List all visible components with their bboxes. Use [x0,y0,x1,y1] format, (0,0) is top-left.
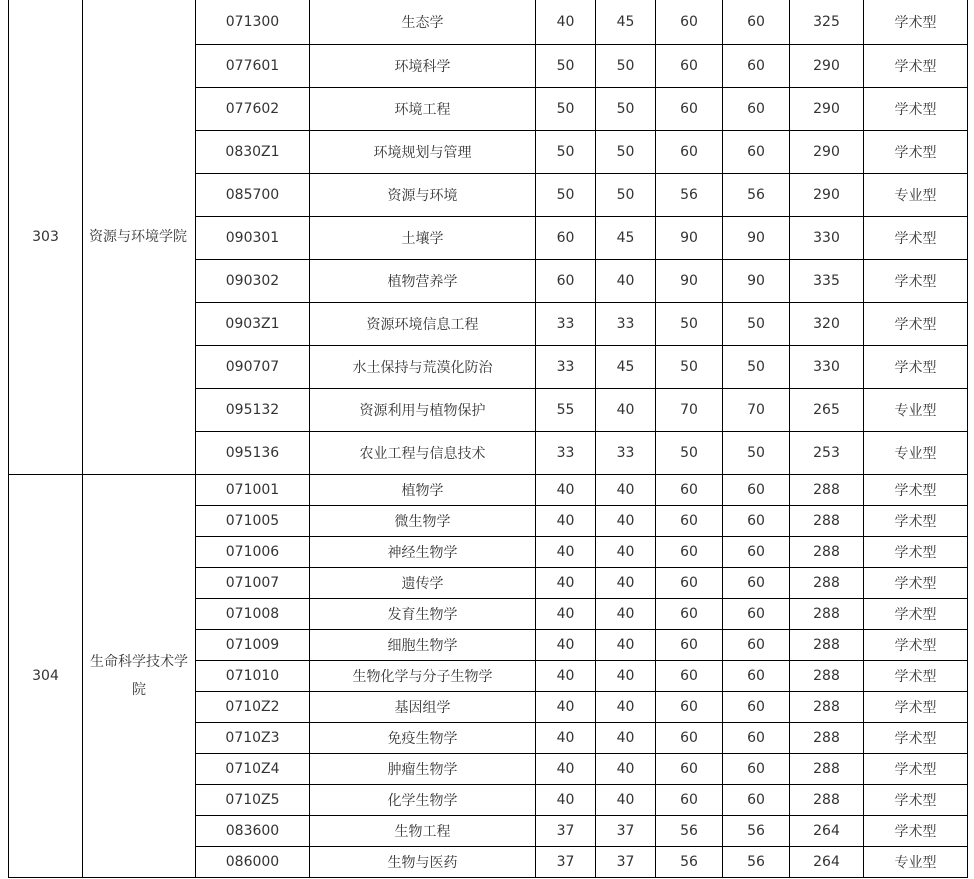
degree-type-cell: 学术型 [864,346,968,389]
major-code-cell: 071005 [196,506,310,537]
subject1-score-cell: 60 [656,661,723,692]
total-score-cell: 288 [790,754,864,785]
major-name-cell: 发育生物学 [310,599,536,630]
subject1-score-cell: 60 [656,537,723,568]
subject1-score-cell: 60 [656,506,723,537]
major-name-cell: 神经生物学 [310,537,536,568]
subject2-score-cell: 90 [723,260,790,303]
subject2-score-cell: 60 [723,568,790,599]
total-score-cell: 264 [790,816,864,847]
total-score-cell: 330 [790,217,864,260]
major-name-cell: 肿瘤生物学 [310,754,536,785]
subject2-score-cell: 60 [723,475,790,506]
table-row [9,475,968,506]
subject2-score-cell: 50 [723,346,790,389]
major-code-cell: 0710Z4 [196,754,310,785]
subject2-score-cell: 60 [723,506,790,537]
major-code-cell: 071007 [196,568,310,599]
degree-type-cell: 学术型 [864,88,968,131]
subject1-score-cell: 50 [656,303,723,346]
degree-type-cell: 学术型 [864,723,968,754]
subject2-score-cell: 60 [723,692,790,723]
politics-score-cell: 50 [536,174,596,217]
major-name-cell: 农业工程与信息技术 [310,432,536,475]
foreign-language-score-cell: 40 [596,630,656,661]
subject1-score-cell: 56 [656,816,723,847]
foreign-language-score-cell: 45 [596,217,656,260]
total-score-cell: 288 [790,568,864,599]
subject2-score-cell: 60 [723,785,790,816]
major-name-cell: 免疫生物学 [310,723,536,754]
politics-score-cell: 55 [536,389,596,432]
major-code-cell: 071010 [196,661,310,692]
score-table [8,0,968,878]
total-score-cell: 288 [790,475,864,506]
degree-type-cell: 学术型 [864,537,968,568]
major-name-cell: 生物化学与分子生物学 [310,661,536,692]
foreign-language-score-cell: 37 [596,847,656,878]
subject1-score-cell: 60 [656,692,723,723]
subject1-score-cell: 60 [656,599,723,630]
major-code-cell: 085700 [196,174,310,217]
subject1-score-cell: 60 [656,568,723,599]
degree-type-cell: 学术型 [864,661,968,692]
major-name-cell: 土壤学 [310,217,536,260]
foreign-language-score-cell: 33 [596,303,656,346]
politics-score-cell: 40 [536,475,596,506]
degree-type-cell: 学术型 [864,0,968,45]
politics-score-cell: 40 [536,723,596,754]
total-score-cell: 265 [790,389,864,432]
foreign-language-score-cell: 50 [596,131,656,174]
degree-type-cell: 学术型 [864,260,968,303]
politics-score-cell: 40 [536,537,596,568]
degree-type-cell: 学术型 [864,475,968,506]
subject1-score-cell: 56 [656,847,723,878]
foreign-language-score-cell: 50 [596,45,656,88]
department-name-cell: 资源与环境学院 [83,0,196,475]
foreign-language-score-cell: 40 [596,785,656,816]
subject2-score-cell: 60 [723,45,790,88]
major-code-cell: 095136 [196,432,310,475]
total-score-cell: 320 [790,303,864,346]
degree-type-cell: 专业型 [864,847,968,878]
major-name-cell: 水土保持与荒漠化防治 [310,346,536,389]
politics-score-cell: 50 [536,131,596,174]
degree-type-cell: 学术型 [864,506,968,537]
total-score-cell: 288 [790,785,864,816]
major-code-cell: 071009 [196,630,310,661]
major-code-cell: 090707 [196,346,310,389]
subject2-score-cell: 60 [723,0,790,45]
major-name-cell: 微生物学 [310,506,536,537]
major-name-cell: 资源环境信息工程 [310,303,536,346]
major-code-cell: 077601 [196,45,310,88]
politics-score-cell: 33 [536,303,596,346]
major-name-cell: 植物营养学 [310,260,536,303]
politics-score-cell: 33 [536,432,596,475]
total-score-cell: 290 [790,174,864,217]
total-score-cell: 288 [790,506,864,537]
degree-type-cell: 学术型 [864,568,968,599]
degree-type-cell: 学术型 [864,754,968,785]
foreign-language-score-cell: 40 [596,692,656,723]
foreign-language-score-cell: 40 [596,475,656,506]
major-name-cell: 生态学 [310,0,536,45]
degree-type-cell: 学术型 [864,131,968,174]
subject2-score-cell: 90 [723,217,790,260]
politics-score-cell: 60 [536,260,596,303]
subject2-score-cell: 60 [723,599,790,630]
degree-type-cell: 专业型 [864,389,968,432]
subject2-score-cell: 56 [723,816,790,847]
foreign-language-score-cell: 37 [596,816,656,847]
total-score-cell: 253 [790,432,864,475]
degree-type-cell: 学术型 [864,630,968,661]
major-code-cell: 0710Z2 [196,692,310,723]
politics-score-cell: 40 [536,506,596,537]
degree-type-cell: 学术型 [864,217,968,260]
foreign-language-score-cell: 40 [596,754,656,785]
politics-score-cell: 40 [536,754,596,785]
table-body [9,0,968,878]
foreign-language-score-cell: 40 [596,599,656,630]
politics-score-cell: 40 [536,692,596,723]
total-score-cell: 290 [790,45,864,88]
politics-score-cell: 40 [536,599,596,630]
politics-score-cell: 40 [536,630,596,661]
major-name-cell: 化学生物学 [310,785,536,816]
subject2-score-cell: 60 [723,537,790,568]
subject1-score-cell: 50 [656,346,723,389]
subject2-score-cell: 50 [723,432,790,475]
total-score-cell: 288 [790,692,864,723]
foreign-language-score-cell: 40 [596,506,656,537]
subject2-score-cell: 56 [723,174,790,217]
major-name-cell: 遗传学 [310,568,536,599]
degree-type-cell: 学术型 [864,303,968,346]
subject2-score-cell: 50 [723,303,790,346]
subject2-score-cell: 60 [723,723,790,754]
total-score-cell: 288 [790,630,864,661]
total-score-cell: 264 [790,847,864,878]
major-code-cell: 095132 [196,389,310,432]
subject1-score-cell: 60 [656,0,723,45]
foreign-language-score-cell: 45 [596,346,656,389]
department-code-cell: 304 [9,475,83,878]
subject1-score-cell: 60 [656,630,723,661]
subject1-score-cell: 60 [656,785,723,816]
subject2-score-cell: 60 [723,630,790,661]
degree-type-cell: 学术型 [864,816,968,847]
major-name-cell: 资源利用与植物保护 [310,389,536,432]
major-name-cell: 细胞生物学 [310,630,536,661]
total-score-cell: 330 [790,346,864,389]
subject2-score-cell: 56 [723,847,790,878]
subject2-score-cell: 60 [723,131,790,174]
degree-type-cell: 专业型 [864,174,968,217]
major-name-cell: 环境科学 [310,45,536,88]
major-code-cell: 071008 [196,599,310,630]
foreign-language-score-cell: 40 [596,537,656,568]
total-score-cell: 325 [790,0,864,45]
foreign-language-score-cell: 40 [596,661,656,692]
politics-score-cell: 37 [536,847,596,878]
total-score-cell: 288 [790,661,864,692]
subject1-score-cell: 56 [656,174,723,217]
major-code-cell: 0710Z3 [196,723,310,754]
politics-score-cell: 50 [536,45,596,88]
department-name-cell: 生命科学技术学院 [83,475,196,878]
foreign-language-score-cell: 40 [596,568,656,599]
subject2-score-cell: 60 [723,88,790,131]
subject2-score-cell: 70 [723,389,790,432]
subject1-score-cell: 60 [656,45,723,88]
subject1-score-cell: 90 [656,260,723,303]
major-code-cell: 077602 [196,88,310,131]
major-code-cell: 071300 [196,0,310,45]
foreign-language-score-cell: 50 [596,174,656,217]
major-code-cell: 0903Z1 [196,303,310,346]
major-code-cell: 083600 [196,816,310,847]
subject2-score-cell: 60 [723,661,790,692]
politics-score-cell: 33 [536,346,596,389]
degree-type-cell: 学术型 [864,45,968,88]
degree-type-cell: 学术型 [864,692,968,723]
major-code-cell: 071006 [196,537,310,568]
department-code-cell: 303 [9,0,83,475]
politics-score-cell: 40 [536,0,596,45]
major-code-cell: 071001 [196,475,310,506]
total-score-cell: 335 [790,260,864,303]
major-name-cell: 资源与环境 [310,174,536,217]
subject1-score-cell: 60 [656,754,723,785]
foreign-language-score-cell: 33 [596,432,656,475]
foreign-language-score-cell: 40 [596,723,656,754]
degree-type-cell: 专业型 [864,432,968,475]
major-code-cell: 086000 [196,847,310,878]
subject1-score-cell: 50 [656,432,723,475]
major-name-cell: 生物与医药 [310,847,536,878]
subject1-score-cell: 60 [656,88,723,131]
major-code-cell: 090301 [196,217,310,260]
total-score-cell: 290 [790,131,864,174]
politics-score-cell: 40 [536,661,596,692]
total-score-cell: 288 [790,599,864,630]
major-code-cell: 0830Z1 [196,131,310,174]
subject1-score-cell: 60 [656,475,723,506]
major-name-cell: 环境规划与管理 [310,131,536,174]
foreign-language-score-cell: 50 [596,88,656,131]
politics-score-cell: 37 [536,816,596,847]
major-name-cell: 植物学 [310,475,536,506]
politics-score-cell: 50 [536,88,596,131]
major-name-cell: 基因组学 [310,692,536,723]
foreign-language-score-cell: 40 [596,389,656,432]
degree-type-cell: 学术型 [864,785,968,816]
total-score-cell: 288 [790,723,864,754]
foreign-language-score-cell: 40 [596,260,656,303]
major-name-cell: 环境工程 [310,88,536,131]
total-score-cell: 288 [790,537,864,568]
foreign-language-score-cell: 45 [596,0,656,45]
major-code-cell: 0710Z5 [196,785,310,816]
table-row [9,0,968,45]
subject1-score-cell: 70 [656,389,723,432]
subject2-score-cell: 60 [723,754,790,785]
subject1-score-cell: 90 [656,217,723,260]
degree-type-cell: 学术型 [864,599,968,630]
subject1-score-cell: 60 [656,723,723,754]
politics-score-cell: 60 [536,217,596,260]
total-score-cell: 290 [790,88,864,131]
major-name-cell: 生物工程 [310,816,536,847]
major-code-cell: 090302 [196,260,310,303]
politics-score-cell: 40 [536,785,596,816]
subject1-score-cell: 60 [656,131,723,174]
politics-score-cell: 40 [536,568,596,599]
